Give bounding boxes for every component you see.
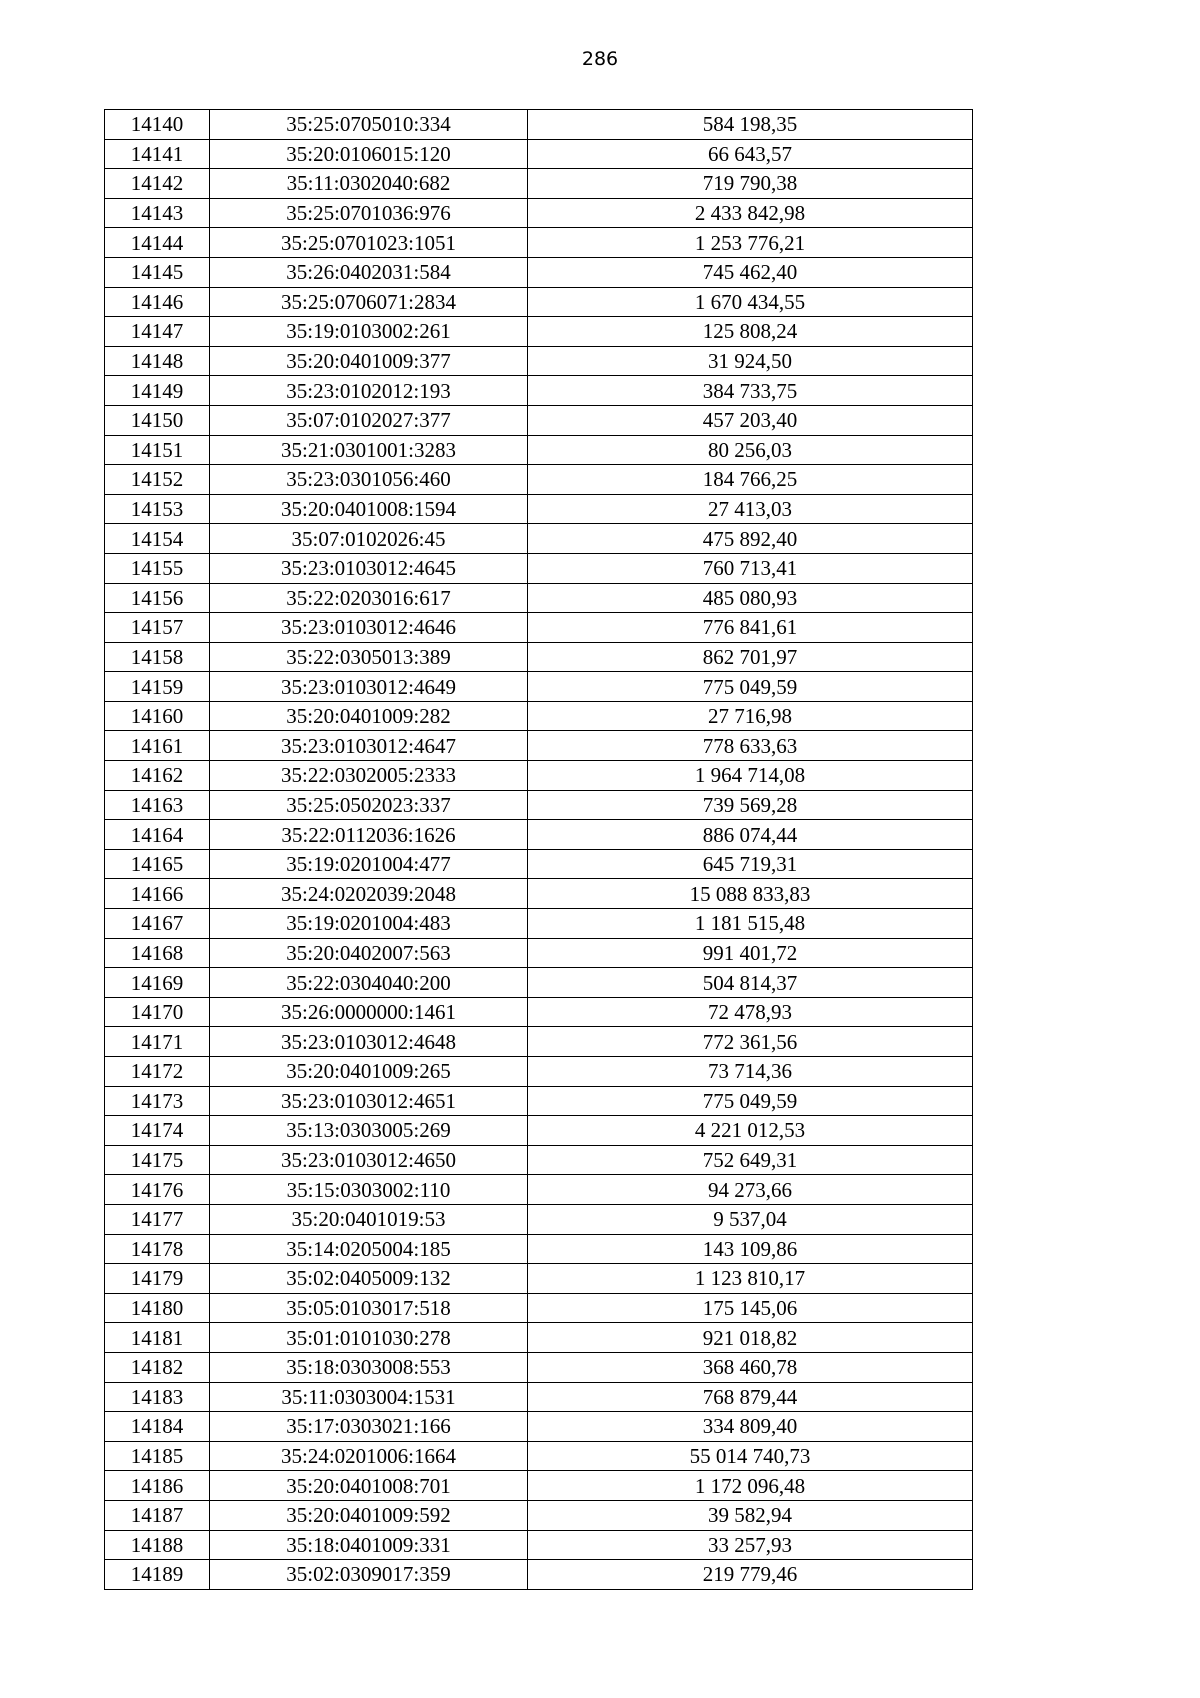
cadastral-number-cell: 35:21:0301001:3283	[210, 435, 528, 465]
table-row	[105, 1352, 973, 1382]
cadastral-value-cell: 368 460,78	[528, 1352, 973, 1382]
row-number-cell: 14189	[105, 1560, 210, 1590]
row-number-cell: 14171	[105, 1027, 210, 1057]
row-number-cell: 14158	[105, 642, 210, 672]
cadastral-number-cell: 35:24:0202039:2048	[210, 879, 528, 909]
cadastral-number-cell: 35:26:0402031:584	[210, 257, 528, 287]
row-number-cell: 14178	[105, 1234, 210, 1264]
cadastral-number-cell: 35:02:0309017:359	[210, 1560, 528, 1590]
cadastral-value-cell: 9 537,04	[528, 1204, 973, 1234]
cadastral-value-cell: 1 670 434,55	[528, 287, 973, 317]
cadastral-number-cell: 35:25:0701036:976	[210, 198, 528, 228]
row-number-cell: 14165	[105, 849, 210, 879]
cadastral-value-cell: 775 049,59	[528, 1086, 973, 1116]
row-number-cell: 14150	[105, 405, 210, 435]
row-number-cell: 14175	[105, 1145, 210, 1175]
cadastral-value-cell: 457 203,40	[528, 405, 973, 435]
table-row	[105, 1441, 973, 1471]
cadastral-value-cell: 485 080,93	[528, 583, 973, 613]
table-row	[105, 169, 973, 199]
cadastral-value-cell: 175 145,06	[528, 1293, 973, 1323]
cadastral-number-cell: 35:02:0405009:132	[210, 1264, 528, 1294]
table-row	[105, 1530, 973, 1560]
cadastral-number-cell: 35:20:0401008:1594	[210, 494, 528, 524]
cadastral-value-cell: 1 964 714,08	[528, 761, 973, 791]
cadastral-value-cell: 31 924,50	[528, 346, 973, 376]
cadastral-number-cell: 35:20:0401009:282	[210, 701, 528, 731]
cadastral-value-cell: 80 256,03	[528, 435, 973, 465]
table-row	[105, 1471, 973, 1501]
table-row	[105, 997, 973, 1027]
row-number-cell: 14146	[105, 287, 210, 317]
cadastral-number-cell: 35:25:0502023:337	[210, 790, 528, 820]
table-row	[105, 1175, 973, 1205]
row-number-cell: 14162	[105, 761, 210, 791]
row-number-cell: 14157	[105, 613, 210, 643]
cadastral-number-cell: 35:20:0401008:701	[210, 1471, 528, 1501]
row-number-cell: 14141	[105, 139, 210, 169]
row-number-cell: 14147	[105, 317, 210, 347]
table-row	[105, 1116, 973, 1146]
cadastral-number-cell: 35:22:0112036:1626	[210, 820, 528, 850]
row-number-cell: 14163	[105, 790, 210, 820]
row-number-cell: 14164	[105, 820, 210, 850]
cadastral-value-cell: 72 478,93	[528, 997, 973, 1027]
row-number-cell: 14142	[105, 169, 210, 199]
cadastral-value-cell: 384 733,75	[528, 376, 973, 406]
row-number-cell: 14182	[105, 1352, 210, 1382]
cadastral-number-cell: 35:13:0303005:269	[210, 1116, 528, 1146]
cadastral-number-cell: 35:18:0401009:331	[210, 1530, 528, 1560]
cadastral-value-cell: 1 253 776,21	[528, 228, 973, 258]
cadastral-value-cell: 39 582,94	[528, 1500, 973, 1530]
cadastral-value-cell: 745 462,40	[528, 257, 973, 287]
cadastral-value-cell: 33 257,93	[528, 1530, 973, 1560]
cadastral-value-cell: 219 779,46	[528, 1560, 973, 1590]
row-number-cell: 14172	[105, 1057, 210, 1087]
row-number-cell: 14159	[105, 672, 210, 702]
table-row	[105, 1264, 973, 1294]
cadastral-value-cell: 27 413,03	[528, 494, 973, 524]
row-number-cell: 14149	[105, 376, 210, 406]
table-row	[105, 790, 973, 820]
table-row	[105, 1234, 973, 1264]
cadastral-number-cell: 35:18:0303008:553	[210, 1352, 528, 1382]
table-row	[105, 613, 973, 643]
cadastral-number-cell: 35:26:0000000:1461	[210, 997, 528, 1027]
cadastral-number-cell: 35:20:0401019:53	[210, 1204, 528, 1234]
cadastral-value-cell: 27 716,98	[528, 701, 973, 731]
cadastral-number-cell: 35:15:0303002:110	[210, 1175, 528, 1205]
cadastral-value-cell: 55 014 740,73	[528, 1441, 973, 1471]
cadastral-value-cell: 719 790,38	[528, 169, 973, 199]
table-body	[105, 110, 973, 1590]
table-row	[105, 257, 973, 287]
row-number-cell: 14188	[105, 1530, 210, 1560]
row-number-cell: 14144	[105, 228, 210, 258]
table-row	[105, 909, 973, 939]
cadastral-value-cell: 752 649,31	[528, 1145, 973, 1175]
row-number-cell: 14181	[105, 1323, 210, 1353]
cadastral-number-cell: 35:20:0402007:563	[210, 938, 528, 968]
cadastral-number-cell: 35:11:0302040:682	[210, 169, 528, 199]
table-row	[105, 346, 973, 376]
cadastral-value-cell: 776 841,61	[528, 613, 973, 643]
row-number-cell: 14184	[105, 1412, 210, 1442]
table-row	[105, 1057, 973, 1087]
table-row	[105, 198, 973, 228]
cadastral-number-cell: 35:19:0201004:477	[210, 849, 528, 879]
cadastral-value-cell: 862 701,97	[528, 642, 973, 672]
table-row	[105, 1027, 973, 1057]
table-row	[105, 494, 973, 524]
table-row	[105, 553, 973, 583]
row-number-cell: 14168	[105, 938, 210, 968]
cadastral-value-cell: 94 273,66	[528, 1175, 973, 1205]
cadastral-number-cell: 35:14:0205004:185	[210, 1234, 528, 1264]
row-number-cell: 14177	[105, 1204, 210, 1234]
cadastral-number-cell: 35:11:0303004:1531	[210, 1382, 528, 1412]
cadastral-value-cell: 2 433 842,98	[528, 198, 973, 228]
table-row	[105, 968, 973, 998]
table-row	[105, 1293, 973, 1323]
table-row	[105, 642, 973, 672]
row-number-cell: 14151	[105, 435, 210, 465]
cadastral-value-cell: 125 808,24	[528, 317, 973, 347]
row-number-cell: 14169	[105, 968, 210, 998]
cadastral-value-cell: 143 109,86	[528, 1234, 973, 1264]
table-row	[105, 405, 973, 435]
cadastral-number-cell: 35:07:0102026:45	[210, 524, 528, 554]
table-row	[105, 524, 973, 554]
cadastral-number-cell: 35:19:0201004:483	[210, 909, 528, 939]
row-number-cell: 14152	[105, 465, 210, 495]
table-row	[105, 731, 973, 761]
table-row	[105, 820, 973, 850]
cadastral-number-cell: 35:19:0103002:261	[210, 317, 528, 347]
row-number-cell: 14140	[105, 110, 210, 140]
cadastral-value-cell: 775 049,59	[528, 672, 973, 702]
row-number-cell: 14153	[105, 494, 210, 524]
row-number-cell: 14167	[105, 909, 210, 939]
row-number-cell: 14155	[105, 553, 210, 583]
cadastral-value-cell: 15 088 833,83	[528, 879, 973, 909]
table-row	[105, 761, 973, 791]
cadastral-number-cell: 35:25:0701023:1051	[210, 228, 528, 258]
cadastral-number-cell: 35:20:0401009:265	[210, 1057, 528, 1087]
cadastral-value-cell: 504 814,37	[528, 968, 973, 998]
cadastral-number-cell: 35:23:0103012:4650	[210, 1145, 528, 1175]
cadastral-number-cell: 35:23:0103012:4648	[210, 1027, 528, 1057]
table-row	[105, 938, 973, 968]
table-row	[105, 849, 973, 879]
table-row	[105, 1323, 973, 1353]
row-number-cell: 14148	[105, 346, 210, 376]
table-row	[105, 1412, 973, 1442]
table-row	[105, 583, 973, 613]
cadastral-value-cell: 768 879,44	[528, 1382, 973, 1412]
table-row	[105, 1500, 973, 1530]
cadastral-value-cell: 1 123 810,17	[528, 1264, 973, 1294]
table-row	[105, 376, 973, 406]
cadastral-number-cell: 35:20:0401009:592	[210, 1500, 528, 1530]
table-row	[105, 879, 973, 909]
cadastral-value-cell: 73 714,36	[528, 1057, 973, 1087]
cadastral-value-cell: 1 181 515,48	[528, 909, 973, 939]
table-row	[105, 1560, 973, 1590]
cadastral-number-cell: 35:25:0706071:2834	[210, 287, 528, 317]
row-number-cell: 14176	[105, 1175, 210, 1205]
cadastral-number-cell: 35:07:0102027:377	[210, 405, 528, 435]
table-row	[105, 672, 973, 702]
page-number: 286	[581, 48, 619, 70]
cadastral-value-cell: 760 713,41	[528, 553, 973, 583]
cadastral-value-table	[104, 109, 973, 1590]
cadastral-number-cell: 35:24:0201006:1664	[210, 1441, 528, 1471]
cadastral-value-cell: 645 719,31	[528, 849, 973, 879]
row-number-cell: 14143	[105, 198, 210, 228]
cadastral-number-cell: 35:01:0101030:278	[210, 1323, 528, 1353]
cadastral-value-cell: 921 018,82	[528, 1323, 973, 1353]
cadastral-value-cell: 886 074,44	[528, 820, 973, 850]
row-number-cell: 14185	[105, 1441, 210, 1471]
cadastral-number-cell: 35:23:0103012:4649	[210, 672, 528, 702]
row-number-cell: 14145	[105, 257, 210, 287]
cadastral-number-cell: 35:05:0103017:518	[210, 1293, 528, 1323]
cadastral-number-cell: 35:17:0303021:166	[210, 1412, 528, 1442]
cadastral-value-cell: 184 766,25	[528, 465, 973, 495]
row-number-cell: 14154	[105, 524, 210, 554]
cadastral-value-cell: 991 401,72	[528, 938, 973, 968]
row-number-cell: 14173	[105, 1086, 210, 1116]
cadastral-value-cell: 475 892,40	[528, 524, 973, 554]
row-number-cell: 14166	[105, 879, 210, 909]
row-number-cell: 14161	[105, 731, 210, 761]
table-row	[105, 465, 973, 495]
cadastral-value-cell: 739 569,28	[528, 790, 973, 820]
row-number-cell: 14160	[105, 701, 210, 731]
row-number-cell: 14183	[105, 1382, 210, 1412]
cadastral-value-cell: 584 198,35	[528, 110, 973, 140]
row-number-cell: 14174	[105, 1116, 210, 1146]
row-number-cell: 14186	[105, 1471, 210, 1501]
cadastral-value-cell: 772 361,56	[528, 1027, 973, 1057]
cadastral-value-cell: 778 633,63	[528, 731, 973, 761]
table-row	[105, 1204, 973, 1234]
cadastral-number-cell: 35:23:0103012:4651	[210, 1086, 528, 1116]
table-row	[105, 1145, 973, 1175]
table-row	[105, 435, 973, 465]
cadastral-number-cell: 35:22:0305013:389	[210, 642, 528, 672]
cadastral-number-cell: 35:23:0103012:4647	[210, 731, 528, 761]
cadastral-number-cell: 35:23:0103012:4645	[210, 553, 528, 583]
cadastral-number-cell: 35:20:0106015:120	[210, 139, 528, 169]
table-row	[105, 701, 973, 731]
row-number-cell: 14179	[105, 1264, 210, 1294]
table-row	[105, 1086, 973, 1116]
cadastral-number-cell: 35:22:0304040:200	[210, 968, 528, 998]
row-number-cell: 14170	[105, 997, 210, 1027]
table-row	[105, 110, 973, 140]
table-row	[105, 139, 973, 169]
table-row	[105, 1382, 973, 1412]
row-number-cell: 14187	[105, 1500, 210, 1530]
row-number-cell: 14156	[105, 583, 210, 613]
cadastral-number-cell: 35:23:0301056:460	[210, 465, 528, 495]
cadastral-value-cell: 334 809,40	[528, 1412, 973, 1442]
cadastral-value-cell: 66 643,57	[528, 139, 973, 169]
table-row	[105, 287, 973, 317]
cadastral-value-cell: 4 221 012,53	[528, 1116, 973, 1146]
cadastral-number-cell: 35:22:0203016:617	[210, 583, 528, 613]
cadastral-number-cell: 35:25:0705010:334	[210, 110, 528, 140]
cadastral-number-cell: 35:20:0401009:377	[210, 346, 528, 376]
table-row	[105, 317, 973, 347]
cadastral-number-cell: 35:22:0302005:2333	[210, 761, 528, 791]
row-number-cell: 14180	[105, 1293, 210, 1323]
cadastral-value-cell: 1 172 096,48	[528, 1471, 973, 1501]
cadastral-number-cell: 35:23:0103012:4646	[210, 613, 528, 643]
table-row	[105, 228, 973, 258]
cadastral-number-cell: 35:23:0102012:193	[210, 376, 528, 406]
